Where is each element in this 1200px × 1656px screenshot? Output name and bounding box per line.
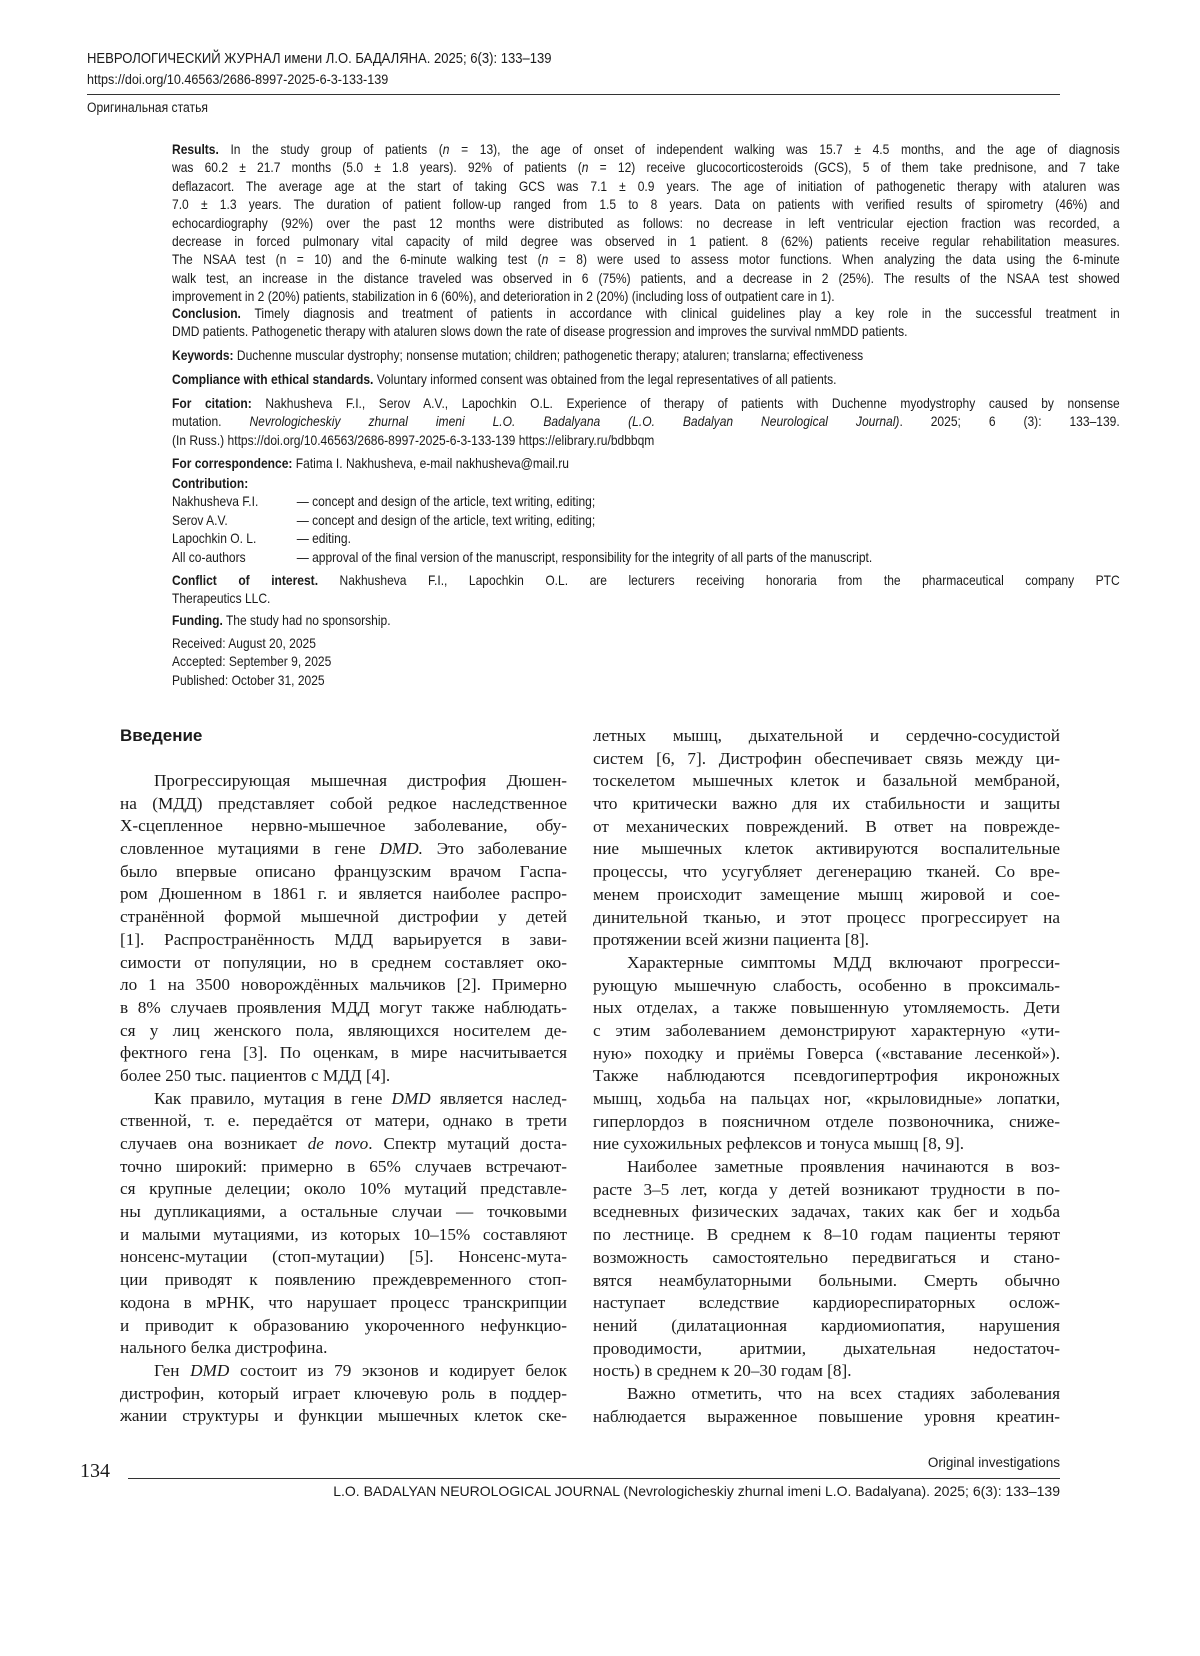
- body-text-line: [120, 1360, 567, 1383]
- text-run: Ген: [154, 1360, 191, 1380]
- body-text-line: рующую мышечную слабость, особенно в проксималь-: [593, 975, 1060, 995]
- contributor-name: All co-authors: [172, 548, 246, 565]
- body-text-line: дистрофин, который играет ключевую роль в поддер-: [120, 1383, 567, 1403]
- abstract-contribution: [172, 474, 1120, 566]
- abstract-text: Voluntary informed consent was obtained from the legal representatives of all patients.: [373, 371, 837, 387]
- body-text-line: симости от популяции, но в среднем составляет око-: [120, 952, 567, 972]
- italic-text: n: [541, 251, 549, 268]
- abstract-line: [172, 140, 1120, 158]
- body-text-line: ную» походку и приёмы Говерса («вставание лесенкой»).: [593, 1043, 1060, 1063]
- abstract-line: [172, 250, 1120, 268]
- contribution-row: [172, 529, 1120, 547]
- text-run: The NSAA test (n = 10) and the 6-minute walking test (: [172, 251, 542, 268]
- body-text-line: возможность самостоятельно передвигаться и стано-: [593, 1247, 1060, 1267]
- page-number: 134: [80, 1460, 110, 1482]
- contributor-name: Lapochkin O. L.: [172, 530, 257, 547]
- italic-text: n: [442, 141, 450, 157]
- abstract-line: decrease in forced pulmonary vital capacity of mild degree was observed in 1 patient. 8 (62%) patients receive regular rehabilitation measures.: [172, 232, 1120, 249]
- text-run: случаев она возникает: [120, 1134, 308, 1153]
- body-text-line: X-сцепленное нервно-мышечное заболевание, обу-: [120, 816, 567, 836]
- abstract-line: [172, 370, 1120, 388]
- contribution-row: [172, 492, 1120, 510]
- abstract-text: Fatima I. Nakhusheva, e-mail nakhusheva@mail.ru: [292, 455, 569, 471]
- body-text-line: от механических повреждений. В ответ на поврежде-: [593, 816, 1060, 836]
- body-text-line: протяжении всей жизни пациента [8].: [593, 930, 870, 950]
- body-text-line: динительной тканью, и этот процесс прогрессирует на: [593, 907, 1060, 927]
- contributor-role: — concept and design of the article, text writing, editing;: [296, 493, 596, 510]
- abstract-text: Duchenne muscular dystrophy; nonsense mutation; children; pathogenetic therapy; ataluren; translarna; effectiveness: [233, 347, 864, 363]
- body-text-line: Также наблюдаются псевдогипертрофия икроножных: [593, 1066, 1060, 1086]
- abstract-text: Nakhusheva F.I., Serov A.V., Lapochkin O.L. Experience of therapy of patients with Duchenne myodystrophy caused by nonsense: [251, 395, 1120, 411]
- body-text-line: расте 3–5 лет, когда у детей возникают трудности в по-: [593, 1179, 1060, 1199]
- text-run: Как правило, мутация в гене: [154, 1088, 392, 1108]
- abstract-label: For correspondence:: [172, 455, 293, 471]
- abstract-line: [172, 158, 1120, 176]
- body-left-column: [120, 770, 567, 1428]
- abstract-label: Results.: [172, 141, 219, 157]
- body-text-line: нального белка дистрофина.: [120, 1338, 328, 1358]
- text-run: является наслед-: [430, 1088, 567, 1108]
- text-run: = 8) were used to assess motor functions. When analyzing the data using the 6-minute: [548, 251, 1120, 268]
- body-text-line: вседневных физических задачах, таких как бег и ходьба: [593, 1202, 1060, 1222]
- abstract-line: DMD patients. Pathogenetic therapy with ataluren slows down the rate of disease progression and improves the survival nmMDD patients.: [172, 323, 908, 340]
- text-run: Это заболевание: [422, 839, 567, 859]
- body-text-line: ных отделах, а также повышенную утомляемость. Дети: [593, 998, 1060, 1018]
- body-text-line: в 8% случаев проявления МДД могут также наблюдать-: [120, 997, 567, 1017]
- abstract-line: Therapeutics LLC.: [172, 590, 271, 607]
- body-text-line: кодона в мРНК, что нарушает процесс транскрипции: [120, 1292, 567, 1312]
- contribution-label: Contribution:: [172, 475, 249, 491]
- body-text-line: нонсенс-мутации (стоп-мутации) [5]. Нонсенс-мута-: [120, 1247, 567, 1267]
- abstract-label: Compliance with ethical standards.: [172, 371, 374, 387]
- abstract-line: [172, 454, 1120, 472]
- text-run: mutation.: [172, 413, 250, 430]
- abstract-label: Funding.: [172, 612, 223, 628]
- body-text-line: [1]. Распространённость МДД варьируется в зави-: [120, 929, 567, 949]
- body-text-line: гиперлордоз в поясничном отделе позвоночника, сниже-: [593, 1111, 1060, 1131]
- body-text-line: проводимости, аритмии, дыхательная недостаточ-: [593, 1338, 1060, 1358]
- contribution-row: [172, 511, 1120, 529]
- body-text-line: Наиболее заметные проявления начинаются в воз-: [627, 1157, 1060, 1177]
- italic-text: Nevrologicheskiy zhurnal imeni L.O. Badalyana (L.O. Badalyan Neurological Journal): [249, 413, 900, 430]
- body-text-line: наступает вследствие кардиореспираторных ослож-: [593, 1293, 1060, 1313]
- header-divider: [87, 94, 1060, 95]
- abstract-line: deflazacort. The average age at the start of taking GCS was 7.1 ± 0.9 years. The age of initiation of pathogenetic therapy with ataluren was: [172, 177, 1120, 194]
- footer-journal-title: L.O. BADALYAN NEUROLOGICAL JOURNAL (Nevrologicheskiy zhurnal imeni L.O. Badalyana). 2025; 6(3): 133–139: [333, 1483, 1060, 1499]
- abstract-line: [172, 394, 1120, 412]
- abstract-funding: [172, 611, 1120, 629]
- body-text-line: ром Дюшенном в 1861 г. и является наиболее распро-: [120, 884, 567, 904]
- body-text-line: Важно отметить, что на всех стадиях заболевания: [627, 1383, 1060, 1403]
- body-text-line: Прогрессирующая мышечная дистрофия Дюшен-: [154, 771, 567, 790]
- doi-link[interactable]: https://doi.org/10.46563/2686-8997-2025-6-3-133-139: [87, 71, 389, 87]
- abstract-line: [172, 412, 1120, 430]
- footer-section-label: Original investigations: [927, 1455, 1060, 1470]
- abstract-keywords: [172, 346, 1120, 364]
- body-text-line: менем происходит замещение мышц жировой и сое-: [593, 884, 1060, 904]
- body-text-line: нений (дилатационная кардиомиопатия, нарушения: [593, 1315, 1060, 1335]
- text-run: = 13), the age of onset of independent walking was 15.7 ± 4.5 months, and the age of diagnosis: [449, 141, 1120, 157]
- body-text-line: точно широкий: примерно в 65% случаев встречают-: [120, 1156, 567, 1176]
- body-text-line: по лестнице. В среднем к 8–10 годам пациенты теряют: [593, 1225, 1060, 1245]
- abstract-label: Conclusion.: [172, 305, 241, 321]
- abstract-conflict: [172, 571, 1120, 608]
- body-text-line: что критически важно для их стабильности и защиты: [593, 794, 1060, 814]
- abstract-line: [172, 571, 1120, 589]
- article-dates: [172, 634, 1120, 689]
- body-text-line: было впервые описано французским врачом Гаспа-: [120, 861, 567, 881]
- body-text-line: тоскелетом мышечных клеток и базальной мембраной,: [593, 771, 1060, 791]
- abstract-text: The study had no sponsorship.: [222, 612, 391, 628]
- body-text-line: и малыми мутациями, из которых 10–15% составляют: [120, 1224, 567, 1244]
- abstract-label: Conflict of interest.: [172, 572, 319, 588]
- italic-text: n: [581, 159, 589, 176]
- body-text-line: систем [6, 7]. Дистрофин обеспечивает связь между ци-: [593, 748, 1060, 768]
- abstract-line: improvement in 2 (20%) patients, stabilization in 6 (60%), and deterioration in 2 (20%) (including loss of outpatient care in 1).: [172, 288, 835, 305]
- body-text-line: ся у лиц женского пола, являющихся носителем де-: [120, 1020, 567, 1040]
- date-accepted: Accepted: September 9, 2025: [172, 653, 332, 670]
- abstract-text: [219, 141, 1120, 157]
- abstract-ethics: [172, 370, 1120, 388]
- section-heading: Введение: [120, 726, 203, 745]
- abstract-line: echocardiography (92%) over the past 12 months were distributed as follows: no decrease in left ventricular ejection fraction was recorded, a: [172, 214, 1120, 231]
- text-run: состоит из 79 экзонов и кодирует белок: [229, 1360, 567, 1380]
- body-right-column: [593, 725, 1060, 1428]
- text-run: In the study group of patients (: [218, 141, 443, 157]
- body-text-line: Характерные симптомы МДД включают прогресси-: [627, 952, 1060, 972]
- abstract-correspondence: [172, 454, 1120, 472]
- contributor-role: — approval of the final version of the manuscript, responsibility for the integrity of all parts of the manuscript.: [296, 548, 873, 565]
- contributor-name: Serov A.V.: [172, 511, 228, 528]
- body-text-line: ся крупные делеции; около 10% мутаций представле-: [120, 1179, 567, 1199]
- abstract-line: [172, 304, 1120, 322]
- italic-text: DMD: [391, 1088, 431, 1108]
- body-text-line: летных мышц, дыхательной и сердечно-сосудистой: [593, 726, 1060, 745]
- body-text-line: ность) в среднем к 20–30 годам [8].: [593, 1361, 852, 1381]
- text-run: словленное мутациями в гене: [120, 839, 380, 859]
- contributor-name: Nakhusheva F.I.: [172, 493, 259, 510]
- abstract-label: For citation:: [172, 395, 252, 411]
- body-text-line: [120, 838, 567, 861]
- body-text-line: ции приводят к появлению преждевременного стоп-: [120, 1270, 567, 1290]
- body-text-line: и приводит к образованию укороченного нефункцио-: [120, 1315, 567, 1335]
- abstract-conclusion: [172, 304, 1120, 341]
- body-text-line: ние сухожильных рефлексов и тонуса мышц [8, 9].: [593, 1134, 965, 1154]
- abstract-line: 7.0 ± 1.3 years. The duration of patient follow-up ranged from 1.5 to 8 years. Data on patients with verified results of spirometry (46%) and: [172, 196, 1120, 213]
- body-text-line: ственной, т. е. передаётся от матери, однако в трети: [120, 1111, 567, 1131]
- body-text-line: более 250 тыс. пациентов с МДД [4].: [120, 1065, 391, 1085]
- footer-divider: [128, 1478, 1060, 1479]
- abstract-line: walk test, an increase in the distance traveled was observed in 6 (75%) patients, and a decrease in 2 (25%). The results of the NSAA test showed: [172, 269, 1120, 286]
- text-run: = 12) receive glucocorticosteroids (GCS), 5 of them take prednisone, and 7 take: [588, 159, 1120, 176]
- article-section-label: Оригинальная статья: [87, 100, 208, 115]
- contribution-row: [172, 548, 1120, 566]
- body-text-line: вятся неамбулаторными больными. Смерть обычно: [593, 1270, 1060, 1290]
- italic-text: DMD: [190, 1360, 230, 1380]
- contributor-role: — concept and design of the article, text writing, editing;: [296, 511, 596, 528]
- contributor-role: — editing.: [296, 530, 351, 547]
- abstract-text: Timely diagnosis and treatment of patients in accordance with clinical guidelines play a key role in the successful treatment in: [240, 305, 1120, 321]
- abstract-line: [172, 346, 1120, 364]
- body-text-line: наблюдается выраженное повышение уровня креатин-: [593, 1406, 1060, 1426]
- body-text-line: странённой формой мышечной дистрофии у детей: [120, 907, 567, 927]
- body-text-line: фектного гена [3]. По оценкам, в мире насчитывается: [120, 1043, 567, 1063]
- text-run: . 2025; 6 (3): 133–139.: [899, 413, 1120, 430]
- body-text-line: на (МДД) представляет собой редкое наследственное: [120, 793, 567, 813]
- body-text-line: [120, 1088, 567, 1111]
- date-received: Received: August 20, 2025: [172, 635, 316, 651]
- abstract-results: [172, 140, 1120, 306]
- body-text-line: с этим заболеванием демонстрируют характерную «ути-: [593, 1020, 1060, 1040]
- body-text-line: мышц, ходьба на пальцах ног, «крыловидные» лопатки,: [593, 1089, 1060, 1108]
- body-text-line: ны дупликациями, а остальные случаи — точковыми: [120, 1202, 567, 1222]
- body-text-line: процессы, что усугубляет дегенерацию тканей. Со вре-: [593, 862, 1060, 882]
- text-run: was 60.2 ± 21.7 months (5.0 ± 1.8 years). 92% of patients (: [172, 159, 582, 176]
- abstract-label: Keywords:: [172, 347, 234, 363]
- body-text-line: ние мышечных клеток активируются воспалительные: [593, 839, 1060, 859]
- date-published: Published: October 31, 2025: [172, 671, 325, 688]
- abstract-text: Nakhusheva F.I., Lapochkin O.L. are lecturers receiving honoraria from the pharmaceutical company PTC: [318, 572, 1120, 588]
- abstract-citation: [172, 394, 1120, 449]
- italic-text: DMD.: [379, 839, 423, 859]
- italic-text: de novo: [307, 1134, 369, 1153]
- abstract-line: [172, 611, 1120, 629]
- body-text-line: ло 1 на 3500 новорождённых мальчиков [2]. Примерно: [120, 975, 567, 995]
- text-run: . Спектр мутаций доста-: [368, 1134, 567, 1153]
- body-text-line: жании структуры и функции мышечных клеток ске-: [120, 1406, 567, 1426]
- body-text-line: [120, 1133, 567, 1156]
- abstract-line: (In Russ.) https://doi.org/10.46563/2686-8997-2025-6-3-133-139 https://elibrary.ru/bdbbqm: [172, 431, 655, 448]
- journal-header: НЕВРОЛОГИЧЕСКИЙ ЖУРНАЛ имени Л.О. БАДАЛЯНА. 2025; 6(3): 133–139: [87, 51, 552, 67]
